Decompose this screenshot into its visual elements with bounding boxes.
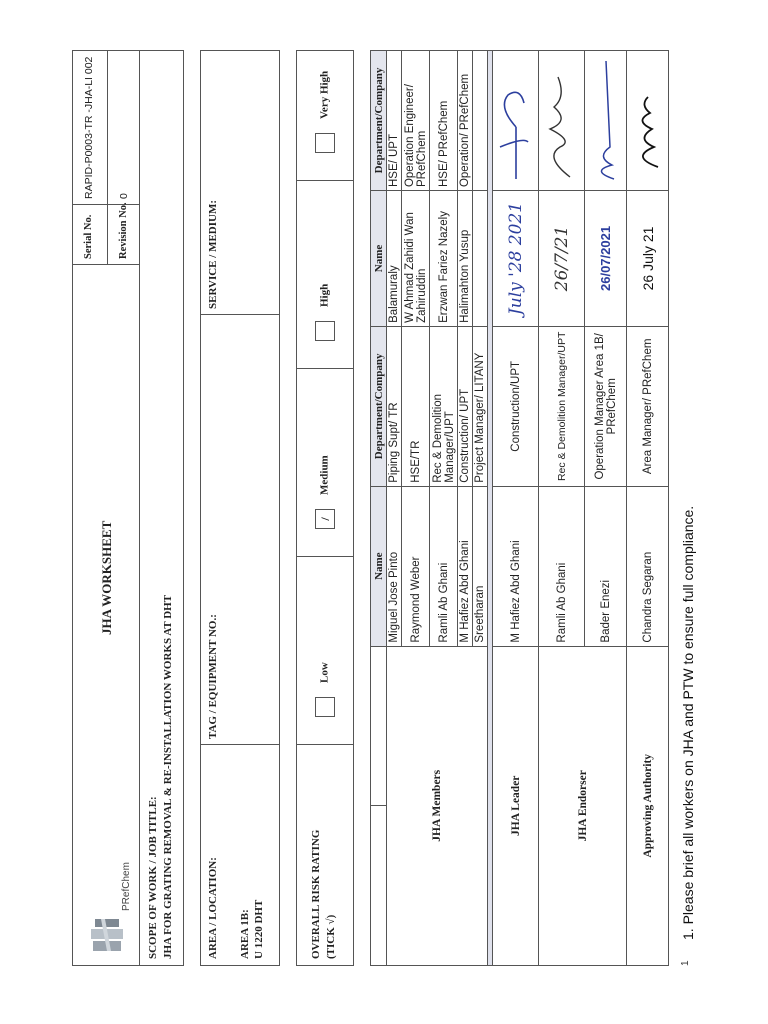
member-dept: Construction/ UPT: [458, 326, 473, 486]
member-dept: Operation Engineer/ PRefChem: [402, 51, 430, 191]
page-number: 1: [680, 960, 691, 966]
authority-name: Chandra Segaran: [627, 486, 669, 646]
leader-dept: Construction/UPT: [493, 326, 539, 486]
member-name: [473, 191, 488, 327]
area-line2: U 1220 DHT: [253, 899, 265, 959]
member-name: W Ahmad Zahidi Wan Zahiruddin: [402, 191, 430, 327]
endorser-date: 26/07/2021: [585, 191, 627, 327]
company-name: PRefChem: [121, 862, 132, 911]
member-name: Halimahton Yusup: [458, 191, 473, 327]
authority-dept: Area Manager/ PRefChem: [627, 326, 669, 486]
table-header-row: [371, 51, 387, 966]
service-medium-label: SERVICE / MEDIUM:: [207, 199, 219, 309]
member-dept: Piping Supt/ TR: [387, 326, 402, 486]
compliance-note: 1. Please brief all workers on JHA and PTW to ensure full compliance.: [680, 505, 696, 940]
col-header-name: Name: [371, 486, 387, 646]
risk-sublabel: (TICK √): [325, 914, 337, 959]
approving-authority-label: Approving Authority: [627, 646, 669, 965]
serial-label: Serial No.: [83, 214, 94, 259]
table-row: [627, 51, 669, 966]
table-row: [493, 51, 539, 966]
member-dept: HSE/ UPT: [387, 51, 402, 191]
leader-date: July '28 2021: [493, 191, 539, 327]
member-dept: [473, 51, 488, 191]
endorser-signature: [585, 51, 627, 191]
endorser-date: 26/7/21: [539, 191, 585, 327]
risk-checkbox-medium[interactable]: /: [315, 509, 335, 529]
risk-option-label: Low: [318, 662, 331, 683]
col-header-name2: Name: [371, 191, 387, 327]
risk-option-very-high[interactable]: [315, 71, 335, 153]
header-box: [72, 50, 140, 966]
area-line1: AREA 1B:: [239, 909, 251, 959]
member-dept: HSE/ PRefChem: [430, 51, 458, 191]
member-name: Ramli Ab Ghani: [430, 486, 458, 646]
authority-date: 26 July 21: [627, 191, 669, 327]
col-header-dept2: Department/Company: [371, 51, 387, 191]
tag-equipment-label: TAG / EQUIPMENT NO.:: [207, 614, 219, 739]
table-row: [539, 51, 585, 966]
member-dept: HSE/TR: [402, 326, 430, 486]
member-name: Miguel Jose Pinto: [387, 486, 402, 646]
jha-members-table: [370, 50, 669, 966]
scope-label: SCOPE OF WORK / JOB TITLE:: [147, 796, 159, 959]
signature-icon: [494, 57, 534, 187]
jha-endorser-label: JHA Endorser: [539, 646, 627, 965]
risk-option-label: Very High: [318, 70, 331, 119]
member-name: Sreetharan: [473, 486, 488, 646]
risk-option-high[interactable]: [315, 284, 335, 341]
risk-checkbox-low[interactable]: [315, 697, 335, 717]
endorser-dept: Operation Manager Area 1B/ PRefChem: [585, 326, 627, 486]
leader-signature: [493, 51, 539, 191]
scope-box: [139, 50, 184, 966]
risk-checkbox-high[interactable]: [315, 321, 335, 341]
signature-icon: [586, 57, 622, 187]
member-dept: Rec & Demolition Manager/UPT: [430, 326, 458, 486]
scope-value: JHA FOR GRATING REMOVAL & RE-INSTALLATION WORKS AT DHT: [162, 594, 174, 959]
worksheet-title: JHA WORKSHEET: [99, 520, 114, 635]
revision-value: 0: [118, 193, 130, 199]
risk-option-label: Medium: [318, 455, 331, 495]
member-dept: Project Manager/ LITANY: [473, 326, 488, 486]
risk-label: OVERALL RISK RATING: [310, 829, 322, 959]
endorser-name: Ramli Ab Ghani: [539, 486, 585, 646]
risk-checkbox-very-high[interactable]: [315, 133, 335, 153]
risk-option-low[interactable]: [315, 662, 335, 717]
endorser-name: Bader Enezi: [585, 486, 627, 646]
member-name: Balamuraly: [387, 191, 402, 327]
signature-icon: [540, 57, 580, 187]
jha-members-label: JHA Members: [387, 646, 488, 965]
area-box: [200, 50, 280, 966]
signature-icon: [628, 57, 664, 187]
risk-rating-box: [296, 50, 354, 966]
table-row: [387, 51, 402, 966]
revision-label: Revision No.: [118, 202, 129, 259]
risk-option-medium[interactable]: [315, 455, 335, 529]
authority-signature: [627, 51, 669, 191]
member-name: Raymond Weber: [402, 486, 430, 646]
col-header-dept: Department/Company: [371, 326, 387, 486]
member-dept: Operation/ PRefChem: [458, 51, 473, 191]
member-name: Erzwan Fariez Nazely: [430, 191, 458, 327]
serial-value: RAPID-P0003-TR -JHA-LI 002: [83, 56, 95, 199]
area-label: AREA / LOCATION:: [207, 857, 219, 959]
member-name: M Hafiez Abd Ghani: [458, 486, 473, 646]
leader-name: M Hafiez Abd Ghani: [493, 486, 539, 646]
endorser-dept: Rec & Demolition Manager/UPT: [539, 326, 585, 486]
endorser-signature: [539, 51, 585, 191]
risk-option-label: High: [318, 283, 331, 307]
jha-leader-label: JHA Leader: [493, 646, 539, 965]
company-logo: [87, 915, 127, 955]
